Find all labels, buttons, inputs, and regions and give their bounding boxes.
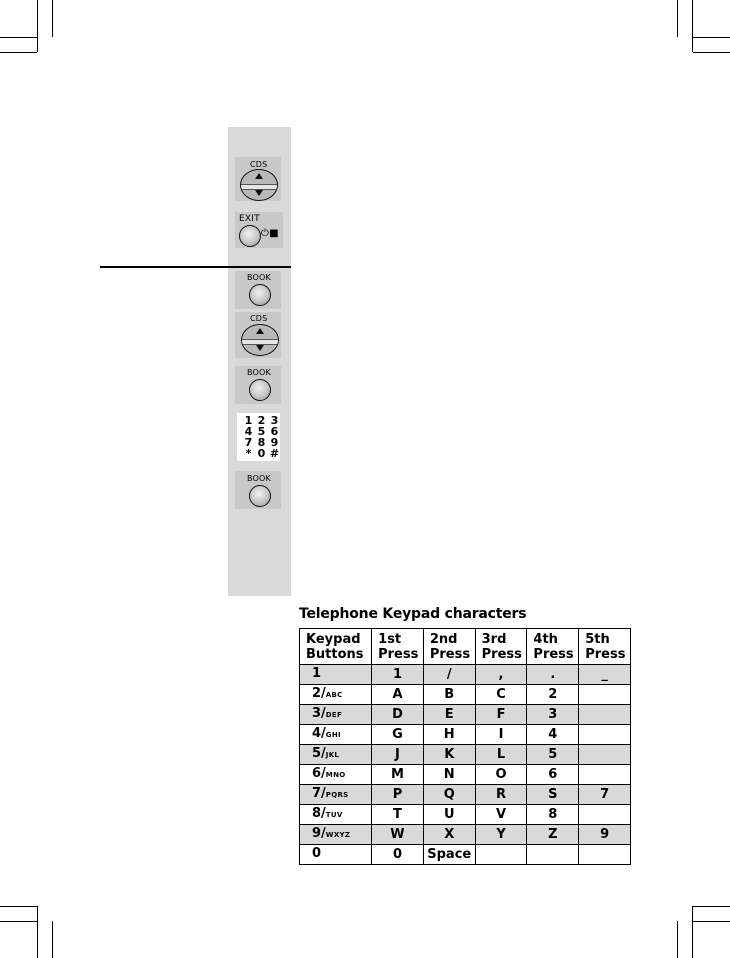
press-2-cell: X (423, 825, 475, 845)
key-4[interactable]: 4 (244, 425, 253, 438)
keypad-button-cell: 9/WXYZ (300, 825, 372, 845)
press-3-cell: , (475, 665, 527, 685)
press-5-cell (579, 745, 631, 765)
key-5[interactable]: 5 (257, 425, 266, 438)
table-row (300, 685, 631, 705)
press-5-cell (579, 725, 631, 745)
table-row (300, 845, 631, 865)
table-row (300, 705, 631, 725)
press-5-cell: 7 (579, 785, 631, 805)
header-4th-press: 4th Press (527, 629, 579, 665)
keypad-button-cell: 0 (300, 845, 372, 865)
section-divider (100, 266, 291, 268)
key-7[interactable]: 7 (244, 436, 253, 449)
table-row (300, 825, 631, 845)
keypad-button-cell: 8/TUV (300, 805, 372, 825)
keypad-characters-table (299, 628, 631, 865)
up-arrow-icon (256, 328, 264, 334)
book-label: BOOK (247, 368, 271, 377)
press-1-cell: D (372, 705, 424, 725)
key-3[interactable]: 3 (270, 414, 279, 427)
press-3-cell: R (475, 785, 527, 805)
power-icon: ⏻■ (261, 228, 279, 239)
exit-label: EXIT (239, 214, 260, 224)
press-4-cell: . (527, 665, 579, 685)
press-2-cell: H (423, 725, 475, 745)
keypad-button-cell: 2/ABC (300, 685, 372, 705)
table-row (300, 765, 631, 785)
key-6[interactable]: 6 (270, 425, 279, 438)
cds-label: CDS (250, 314, 268, 323)
press-1-cell: M (372, 765, 424, 785)
press-1-cell: P (372, 785, 424, 805)
press-2-cell: / (423, 665, 475, 685)
press-3-cell: F (475, 705, 527, 725)
press-1-cell: W (372, 825, 424, 845)
key-0[interactable]: 0 (257, 447, 266, 460)
press-2-cell: U (423, 805, 475, 825)
press-4-cell: Z (527, 825, 579, 845)
key-hash[interactable]: # (269, 447, 280, 460)
press-5-cell (579, 705, 631, 725)
down-arrow-icon (256, 345, 264, 351)
press-3-cell: C (475, 685, 527, 705)
down-arrow-icon (255, 190, 263, 196)
press-1-cell: 0 (372, 845, 424, 865)
table-header-row (300, 629, 631, 665)
press-3-cell: O (475, 765, 527, 785)
keypad-button-cell: 1 (300, 665, 372, 685)
table-row (300, 805, 631, 825)
table-row (300, 745, 631, 765)
key-2[interactable]: 2 (257, 414, 266, 427)
press-5-cell (579, 765, 631, 785)
book-button[interactable] (249, 485, 271, 507)
cds-label: CDS (250, 160, 268, 169)
numeric-keypad[interactable] (237, 413, 280, 461)
press-5-cell: 9 (579, 825, 631, 845)
exit-button[interactable] (239, 225, 261, 247)
table-row (300, 725, 631, 745)
header-3rd-press: 3rd Press (475, 629, 527, 665)
press-1-cell: G (372, 725, 424, 745)
press-3-cell: Y (475, 825, 527, 845)
cds-scroll-button[interactable] (241, 324, 279, 356)
keypad-button-cell: 5/JKL (300, 745, 372, 765)
press-4-cell: 2 (527, 685, 579, 705)
press-3-cell (475, 845, 527, 865)
press-4-cell (527, 845, 579, 865)
book-button[interactable] (249, 284, 271, 306)
press-2-cell: B (423, 685, 475, 705)
press-5-cell (579, 805, 631, 825)
cds-scroll-button[interactable] (240, 169, 278, 201)
book-label: BOOK (247, 273, 271, 282)
keypad-button-cell: 7/PQRS (300, 785, 372, 805)
key-1[interactable]: 1 (244, 414, 253, 427)
table-row (300, 665, 631, 685)
press-3-cell: I (475, 725, 527, 745)
keypad-button-cell: 3/DEF (300, 705, 372, 725)
press-2-cell: Q (423, 785, 475, 805)
press-4-cell: 4 (527, 725, 579, 745)
press-5-cell: _ (579, 665, 631, 685)
press-4-cell: 6 (527, 765, 579, 785)
key-8[interactable]: 8 (257, 436, 266, 449)
key-star[interactable]: * (245, 447, 252, 460)
press-1-cell: 1 (372, 665, 424, 685)
header-5th-press: 5th Press (579, 629, 631, 665)
up-arrow-icon (255, 173, 263, 179)
keypad-button-cell: 6/MNO (300, 765, 372, 785)
key-9[interactable]: 9 (270, 436, 279, 449)
press-4-cell: 3 (527, 705, 579, 725)
press-4-cell: S (527, 785, 579, 805)
press-2-cell: K (423, 745, 475, 765)
table-row (300, 785, 631, 805)
press-5-cell (579, 685, 631, 705)
book-button[interactable] (249, 379, 271, 401)
press-1-cell: T (372, 805, 424, 825)
keypad-button-cell: 4/GHI (300, 725, 372, 745)
press-5-cell (579, 845, 631, 865)
book-label: BOOK (247, 474, 271, 483)
header-2nd-press: 2nd Press (423, 629, 475, 665)
press-2-cell: N (423, 765, 475, 785)
press-1-cell: A (372, 685, 424, 705)
press-3-cell: L (475, 745, 527, 765)
header-1st-press: 1st Press (372, 629, 424, 665)
press-4-cell: 5 (527, 745, 579, 765)
press-1-cell: J (372, 745, 424, 765)
header-keypad-buttons: Keypad Buttons (300, 629, 372, 665)
press-2-cell: E (423, 705, 475, 725)
press-3-cell: V (475, 805, 527, 825)
press-2-cell: Space (423, 845, 475, 865)
table-title: Telephone Keypad characters (299, 606, 527, 622)
press-4-cell: 8 (527, 805, 579, 825)
